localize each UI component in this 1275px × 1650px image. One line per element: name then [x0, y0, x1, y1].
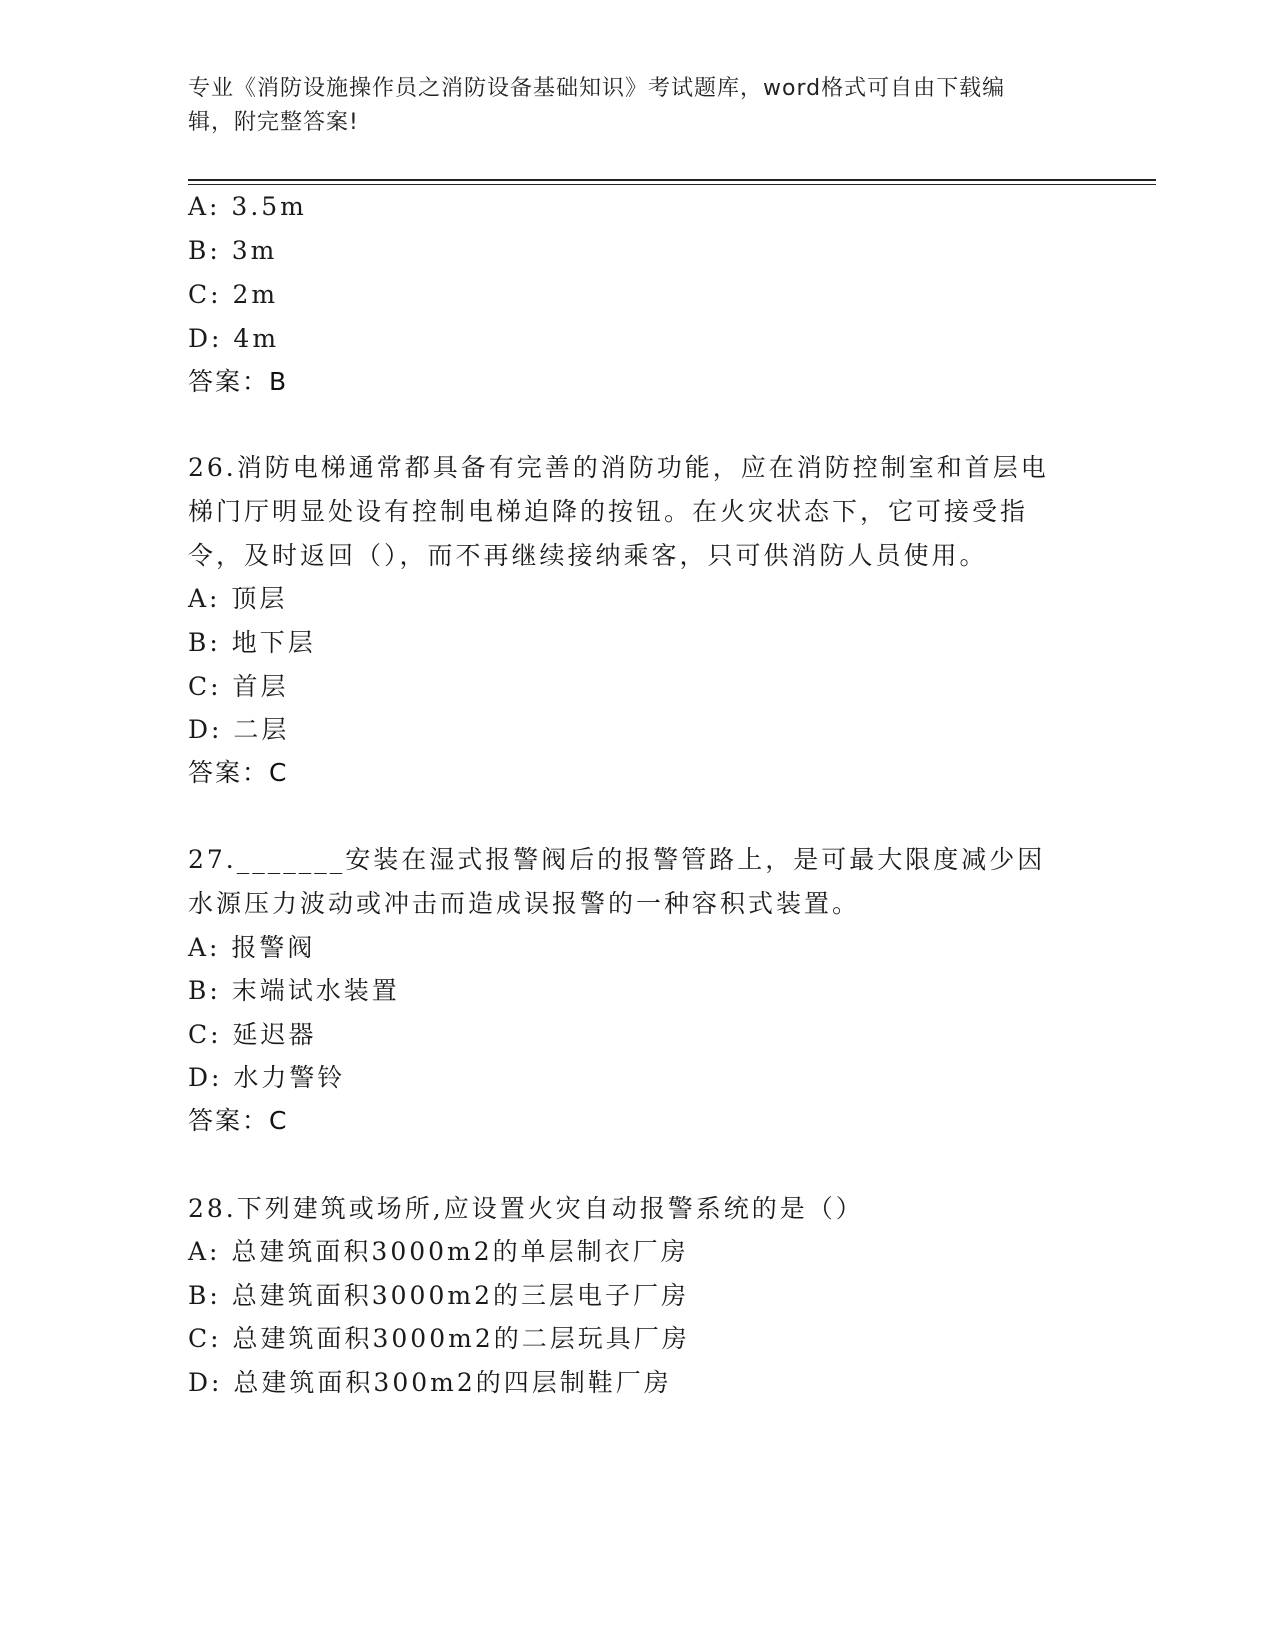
question-stem-line: 28.下列建筑或场所,应设置火灾自动报警系统的是（） [188, 1194, 864, 1223]
option-d: D: 水力警铃 [188, 1063, 346, 1092]
option-a: A: 3.5m [188, 192, 307, 221]
option-a: A: 顶层 [188, 584, 288, 613]
header-line-2: 辑，附完整答案! [188, 110, 359, 135]
question-stem-line: 梯门厅明显处设有控制电梯迫降的按钮。在火灾状态下，它可接受指 [188, 497, 1029, 526]
question-stem-line: 令，及时返回（），而不再继续接纳乘客，只可供消防人员使用。 [188, 541, 988, 570]
option-c: C: 延迟器 [188, 1020, 317, 1049]
question-stem-line: 水源压力波动或冲击而造成误报警的一种容积式装置。 [188, 889, 861, 918]
header-rule-thin [188, 184, 1156, 185]
option-a: A: 总建筑面积3000m2的单层制衣厂房 [188, 1237, 689, 1266]
option-c: C: 总建筑面积3000m2的二层玩具厂房 [188, 1324, 690, 1353]
question-stem-line: 27._______安装在湿式报警阀后的报警管路上，是可最大限度减少因 [188, 845, 1046, 874]
option-d: D: 总建筑面积300m2的四层制鞋厂房 [188, 1368, 672, 1397]
answer: 答案：C [188, 758, 289, 787]
option-a: A: 报警阀 [188, 933, 316, 962]
answer: 答案：B [188, 367, 289, 396]
option-b: B: 总建筑面积3000m2的三层电子厂房 [188, 1281, 689, 1310]
option-d: D: 二层 [188, 715, 290, 744]
option-b: B: 末端试水装置 [188, 976, 400, 1005]
document-header [188, 72, 1068, 140]
option-b: B: 3m [188, 236, 278, 265]
header-line-1: 专业《消防设施操作员之消防设备基础知识》考试题库，word格式可自由下载编 [188, 76, 1006, 101]
option-c: C: 2m [188, 280, 279, 309]
question-stem-line: 26.消防电梯通常都具备有完善的消防功能，应在消防控制室和首层电 [188, 453, 1049, 482]
option-b: B: 地下层 [188, 628, 316, 657]
answer: 答案：C [188, 1106, 289, 1135]
option-d: D: 4m [188, 324, 280, 353]
header-rule-thick [188, 179, 1156, 181]
option-c: C: 首层 [188, 672, 289, 701]
